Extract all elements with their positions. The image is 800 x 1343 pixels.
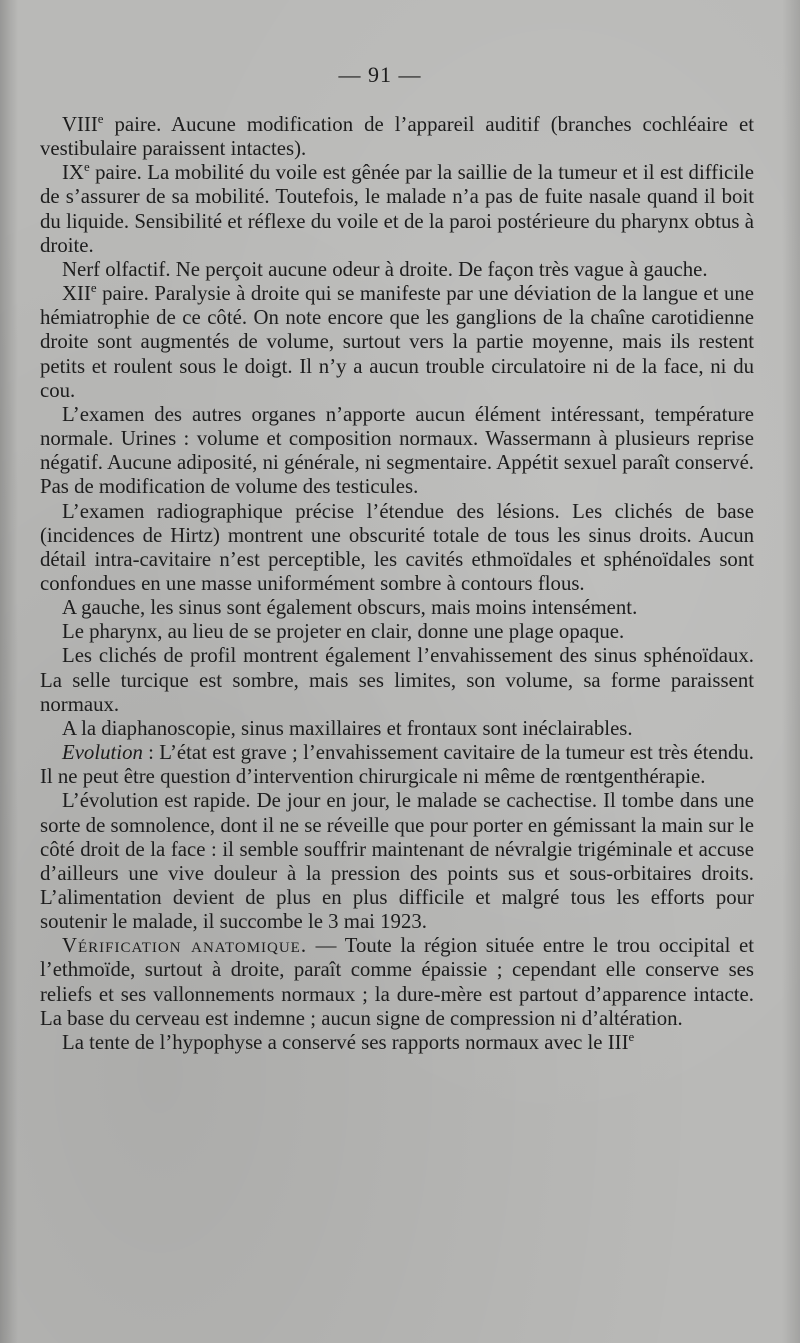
paragraph-text: Les clichés de profil montrent également l’envahissement des sinus sphénoïdaux. La selle turcique est sombre, mais ses limites, son volume, sa forme paraissent normaux.	[40, 644, 754, 716]
pair-superscript: e	[97, 112, 104, 127]
paragraph-hypophysis-tent	[40, 1031, 754, 1055]
paragraph-diaphanoscopy	[40, 717, 754, 741]
paragraph-text: paire. Aucune modification de l’appareil auditif (branches cochléaire et vestibulaire paraissent intactes).	[40, 113, 754, 161]
paragraph-text: paire. La mobilité du voile est gênée par la saillie de la tumeur et il est difficile de s’assurer de sa mobilité. Toutefois, le malade n’a pas de fuite nasale quand il boit du liquide. Sensibilité et réflexe du voile et de la paroi postérieure du pharynx obtus à droite.	[40, 161, 754, 257]
pair-numeral: XII	[62, 282, 91, 306]
page-number: — 91 —	[338, 62, 422, 87]
paragraph-olfactory-nerve	[40, 258, 754, 282]
paragraph-anatomical-verification	[40, 934, 754, 1031]
paragraph-pharynx	[40, 620, 754, 644]
paragraph-text: Le pharynx, au lieu de se projeter en clair, donne une plage opaque.	[62, 620, 625, 644]
scan-shadow-left	[0, 0, 18, 1343]
paragraph-text: Nerf olfactif. Ne perçoit aucune odeur à droite. De façon très vague à gauche.	[62, 257, 708, 281]
section-lead-smallcaps: Vérification anatomique.	[62, 934, 308, 958]
paragraph-viii-pair	[40, 113, 754, 161]
paragraph-other-organs	[40, 403, 754, 500]
paragraph-text: : L’état est grave ; l’envahissement cavitaire de la tumeur est très étendu. Il ne peut être question d’intervention chirurgicale ni même de rœntgenthérapie.	[40, 741, 754, 789]
paragraph-text: L’examen des autres organes n’apporte aucun élément intéressant, température normale. Urines : volume et composition normaux. Wassermann à plusieurs reprise négatif. Aucune adiposité, ni générale, ni segmentaire. Appétit sexuel paraît conservé. Pas de modification de volume des testicules.	[40, 402, 754, 499]
paragraph-text: L’examen radiographique précise l’étendue des lésions. Les clichés de base (incidences de Hirtz) montrent une obscurité totale de tous les sinus droits. Aucun détail intra-cavitaire n’est perceptible, les cavités ethmoïdales et sphénoïdales sont confondues en une masse uniformément sombre à contours flous.	[40, 499, 754, 595]
pair-superscript: e	[90, 281, 97, 296]
paragraph-radiographic-exam	[40, 500, 754, 597]
section-lead-italic: Evolution	[62, 741, 143, 765]
paragraph-text: A la diaphanoscopie, sinus maxillaires et frontaux sont inéclairables.	[62, 716, 633, 740]
trailing-superscript: e	[628, 1030, 635, 1045]
paragraph-text: La tente de l’hypophyse a conservé ses rapports normaux avec le III	[62, 1030, 629, 1054]
paragraph-text: paire. Paralysie à droite qui se manifeste par une déviation de la langue et une hémiatrophie de ce côté. On note encore que les ganglions de la chaîne carotidienne droite sont augmentés de volume, surtout vers la partie moyenne, mais ils restent petits et roulent sous le doigt. Il n’y a aucun trouble circulatoire ni de la face, ni du cou.	[40, 282, 754, 402]
paragraph-xii-pair	[40, 282, 754, 403]
pair-superscript: e	[83, 160, 90, 175]
pair-numeral: IX	[62, 161, 84, 185]
paragraph-rapid-evolution	[40, 789, 754, 934]
paragraph-text: — Toute la région située entre le trou occipital et l’ethmoïde, surtout à droite, paraît comme épaissie ; cependant elle conserve ses reliefs et ses vallonnements normaux ; la dure-mère est partout d’apparence intacte. La base du cerveau est indemne ; aucun signe de compression ni d’altération.	[40, 934, 754, 1030]
document-body	[40, 113, 754, 1055]
pair-numeral: VIII	[62, 113, 98, 136]
paragraph-evolution	[40, 741, 754, 789]
paragraph-left-sinuses	[40, 596, 754, 620]
paragraph-text: A gauche, les sinus sont également obscurs, mais moins intensément.	[62, 596, 638, 620]
scan-shadow-right	[782, 0, 800, 1343]
paragraph-profile-views	[40, 644, 754, 716]
paragraph-ix-pair	[40, 161, 754, 258]
paragraph-text: L’évolution est rapide. De jour en jour, le malade se cachectise. Il tombe dans une sorte de somnolence, dont il ne se réveille que pour porter en gémissant la main sur le côté droit de la face : il semble souffrir maintenant de névralgie trigéminale et accuse d’ailleurs une vive douleur à la pression des points sus et sous-orbitaires droits. L’alimentation devient de plus en plus difficile et malgré tous les efforts pour soutenir le malade, il succombe le 3 mai 1923.	[40, 789, 754, 934]
